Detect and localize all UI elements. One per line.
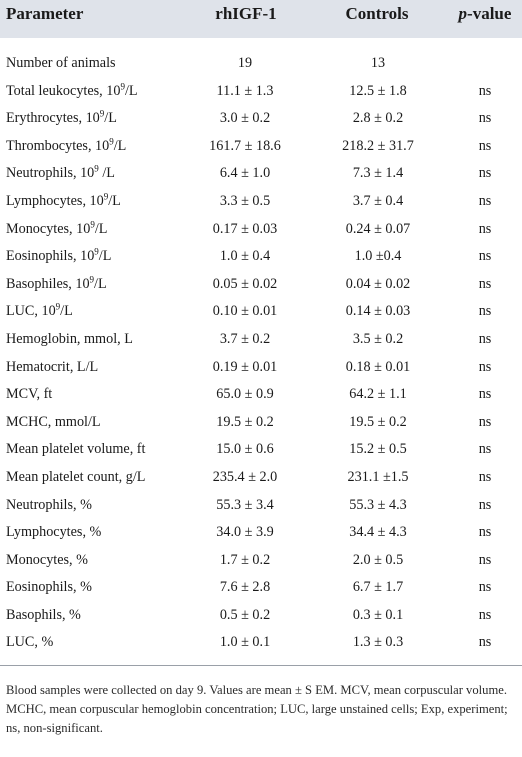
cell-controls: 0.14 ± 0.03	[345, 303, 411, 320]
parameter-text: Total leukocytes, 10	[6, 82, 121, 99]
cell-rhigf: 235.4 ± 2.0	[212, 468, 278, 485]
table-row	[0, 629, 522, 657]
cell-controls: 231.1 ±1.5	[347, 468, 409, 485]
cell-parameter	[6, 519, 101, 547]
table-footnote: Blood samples were collected on day 9. Values are mean ± S EM. MCV, mean corpuscular volume. MCHC, mean corpuscular hemoglobin concentration; LUC, large unstained cells; Exp, experiment; ns, non-significant.	[6, 683, 508, 735]
table-row	[0, 50, 522, 78]
cell-parameter	[6, 574, 92, 602]
cell-controls: 13	[370, 55, 386, 71]
cell-controls: 0.04 ± 0.02	[345, 275, 411, 292]
cell-controls: 6.7 ± 1.7	[352, 579, 404, 596]
parameter-exponent: 9	[99, 108, 105, 119]
cell-parameter	[6, 354, 98, 382]
cell-pvalue: ns	[478, 496, 492, 513]
parameter-text: Neutrophils, %	[6, 496, 92, 513]
cell-controls: 3.5 ± 0.2	[352, 330, 404, 347]
parameter-exponent: 9	[120, 80, 125, 91]
cell-controls: 3.7 ± 0.4	[352, 192, 404, 209]
parameter-text: Lymphocytes, 10	[6, 192, 104, 209]
cell-pvalue: ns	[478, 275, 492, 292]
cell-parameter	[6, 326, 133, 354]
table-row	[0, 105, 522, 133]
cell-pvalue: ns	[478, 551, 492, 568]
table-row	[0, 188, 522, 216]
table-header	[0, 0, 522, 38]
cell-parameter	[6, 492, 92, 520]
cell-parameter	[6, 602, 81, 630]
cell-controls: 7.3 ± 1.4	[352, 165, 404, 182]
header-pvalue	[448, 0, 522, 28]
cell-pvalue: ns	[478, 358, 492, 375]
cell-parameter	[6, 547, 88, 575]
cell-pvalue: ns	[478, 606, 492, 623]
table-row	[0, 381, 522, 409]
header-pvalue-rest: -value	[467, 4, 512, 23]
cell-rhigf: 0.19 ± 0.01	[212, 358, 278, 375]
cell-parameter	[6, 464, 145, 492]
parameter-unit: /L	[104, 110, 117, 127]
cell-controls: 19.5 ± 0.2	[349, 413, 407, 430]
table-row	[0, 354, 522, 382]
cell-controls: 1.3 ± 0.3	[352, 634, 404, 651]
parameter-exponent: 9	[94, 246, 99, 257]
table-row	[0, 133, 522, 161]
cell-controls: 64.2 ± 1.1	[349, 386, 407, 403]
cell-parameter	[6, 629, 53, 657]
cell-controls: 15.2 ± 0.5	[349, 441, 407, 458]
cell-parameter	[6, 436, 145, 464]
parameter-text: MCHC, mmol/L	[6, 413, 101, 430]
cell-rhigf: 55.3 ± 3.4	[216, 496, 274, 513]
cell-controls: 1.0 ±0.4	[354, 248, 402, 265]
table-bottom-rule	[0, 665, 522, 666]
cell-controls: 55.3 ± 4.3	[349, 496, 407, 513]
table-row	[0, 492, 522, 520]
parameter-unit: /L	[124, 82, 138, 99]
cell-parameter	[6, 188, 121, 216]
parameter-exponent: 9	[109, 136, 114, 147]
cell-rhigf: 6.4 ± 1.0	[219, 165, 271, 182]
cell-pvalue: ns	[478, 165, 492, 182]
parameter-text: Monocytes, %	[6, 551, 88, 568]
table-row	[0, 78, 522, 106]
cell-pvalue: ns	[478, 192, 492, 209]
table-row	[0, 271, 522, 299]
cell-rhigf: 3.7 ± 0.2	[219, 330, 271, 347]
cell-parameter	[6, 243, 111, 271]
cell-parameter	[6, 271, 107, 299]
cell-rhigf: 3.3 ± 0.5	[219, 192, 271, 209]
table-row	[0, 436, 522, 464]
table-body	[0, 50, 522, 657]
table-row	[0, 409, 522, 437]
cell-rhigf: 1.0 ± 0.4	[219, 248, 271, 265]
cell-pvalue: ns	[478, 248, 492, 265]
cell-parameter	[6, 50, 116, 78]
parameter-unit: /L	[108, 192, 121, 209]
cell-controls: 2.0 ± 0.5	[352, 551, 404, 568]
parameter-text: Hemoglobin, mmol, L	[6, 330, 133, 347]
parameter-exponent: 9	[55, 301, 61, 312]
cell-pvalue: ns	[478, 579, 492, 596]
cell-parameter	[6, 78, 138, 106]
cell-parameter	[6, 409, 101, 437]
cell-rhigf: 3.0 ± 0.2	[219, 110, 271, 127]
parameter-unit: /L	[113, 137, 127, 154]
cell-rhigf: 15.0 ± 0.6	[216, 441, 274, 458]
table-row	[0, 160, 522, 188]
header-controls: Controls	[345, 4, 409, 23]
cell-rhigf: 0.10 ± 0.01	[212, 303, 278, 320]
table-row	[0, 602, 522, 630]
parameter-exponent: 9	[94, 163, 99, 174]
cell-parameter	[6, 298, 73, 326]
table-row	[0, 519, 522, 547]
cell-rhigf: 0.17 ± 0.03	[212, 220, 278, 237]
parameter-text: Thrombocytes, 10	[6, 137, 110, 154]
table-row	[0, 574, 522, 602]
parameter-text: Eosinophils, %	[6, 579, 92, 596]
header-pvalue-italic: p	[458, 4, 468, 23]
cell-controls: 218.2 ± 31.7	[342, 137, 414, 154]
table-row	[0, 298, 522, 326]
cell-pvalue: ns	[478, 137, 492, 154]
cell-parameter	[6, 216, 107, 244]
cell-rhigf: 34.0 ± 3.9	[216, 524, 274, 541]
parameter-unit: /L	[94, 275, 107, 292]
table-row	[0, 326, 522, 354]
parameter-text: Lymphocytes, %	[6, 524, 102, 541]
parameter-text: Hematocrit, L/L	[6, 358, 99, 375]
cell-controls: 0.3 ± 0.1	[352, 606, 404, 623]
cell-pvalue: ns	[478, 303, 492, 320]
cell-rhigf: 0.05 ± 0.02	[212, 275, 278, 292]
parameter-text: Erythrocytes, 10	[6, 110, 100, 127]
cell-parameter	[6, 133, 126, 161]
cell-rhigf: 7.6 ± 2.8	[219, 579, 271, 596]
table-row	[0, 547, 522, 575]
parameter-exponent: 9	[89, 274, 95, 285]
parameter-text: MCV, ft	[6, 386, 53, 403]
cell-pvalue: ns	[478, 220, 492, 237]
parameter-text: Basophiles, 10	[6, 275, 90, 292]
cell-rhigf: 65.0 ± 0.9	[216, 386, 274, 403]
cell-rhigf: 1.7 ± 0.2	[219, 551, 271, 568]
parameter-text: LUC, 10	[6, 303, 56, 320]
parameter-text: Mean platelet count, g/L	[6, 468, 146, 485]
cell-parameter	[6, 105, 117, 133]
cell-controls: 2.8 ± 0.2	[352, 110, 404, 127]
cell-pvalue: ns	[478, 524, 492, 541]
parameter-text: LUC, %	[6, 634, 54, 651]
cell-rhigf: 19	[237, 55, 253, 71]
cell-rhigf: 19.5 ± 0.2	[216, 413, 274, 430]
parameter-exponent: 9	[90, 218, 95, 229]
cell-pvalue: ns	[478, 330, 492, 347]
header-parameter: Parameter	[6, 4, 84, 23]
parameter-text: Neutrophils, 10	[6, 165, 95, 182]
cell-parameter	[6, 160, 115, 188]
table-row	[0, 243, 522, 271]
parameter-unit: /L	[98, 248, 112, 265]
cell-pvalue: ns	[478, 441, 492, 458]
parameter-text: Number of animals	[6, 55, 116, 71]
cell-rhigf: 11.1 ± 1.3	[216, 82, 274, 99]
cell-rhigf: 1.0 ± 0.1	[219, 634, 271, 651]
cell-controls: 12.5 ± 1.8	[349, 82, 407, 99]
parameter-text: Basophils, %	[6, 606, 81, 623]
parameter-unit: /L	[60, 303, 73, 320]
header-rhigf: rhIGF-1	[215, 4, 277, 23]
cell-pvalue: ns	[478, 110, 492, 127]
cell-controls: 0.24 ± 0.07	[345, 220, 411, 237]
cell-pvalue: ns	[478, 82, 492, 99]
cell-rhigf: 0.5 ± 0.2	[219, 606, 271, 623]
cell-controls: 34.4 ± 4.3	[349, 524, 407, 541]
cell-parameter	[6, 381, 52, 409]
parameter-text: Mean platelet volume, ft	[6, 441, 146, 458]
cell-pvalue: ns	[478, 413, 492, 430]
parameter-exponent: 9	[103, 191, 109, 202]
table-row	[0, 216, 522, 244]
cell-rhigf: 161.7 ± 18.6	[209, 137, 281, 154]
parameter-text: Eosinophils, 10	[6, 248, 95, 265]
table-row	[0, 464, 522, 492]
parameter-unit: /L	[98, 165, 115, 182]
cell-pvalue: ns	[478, 386, 492, 403]
cell-pvalue: ns	[478, 634, 492, 651]
parameter-unit: /L	[94, 220, 108, 237]
parameter-text: Monocytes, 10	[6, 220, 91, 237]
cell-pvalue: ns	[478, 468, 492, 485]
cell-controls: 0.18 ± 0.01	[345, 358, 411, 375]
